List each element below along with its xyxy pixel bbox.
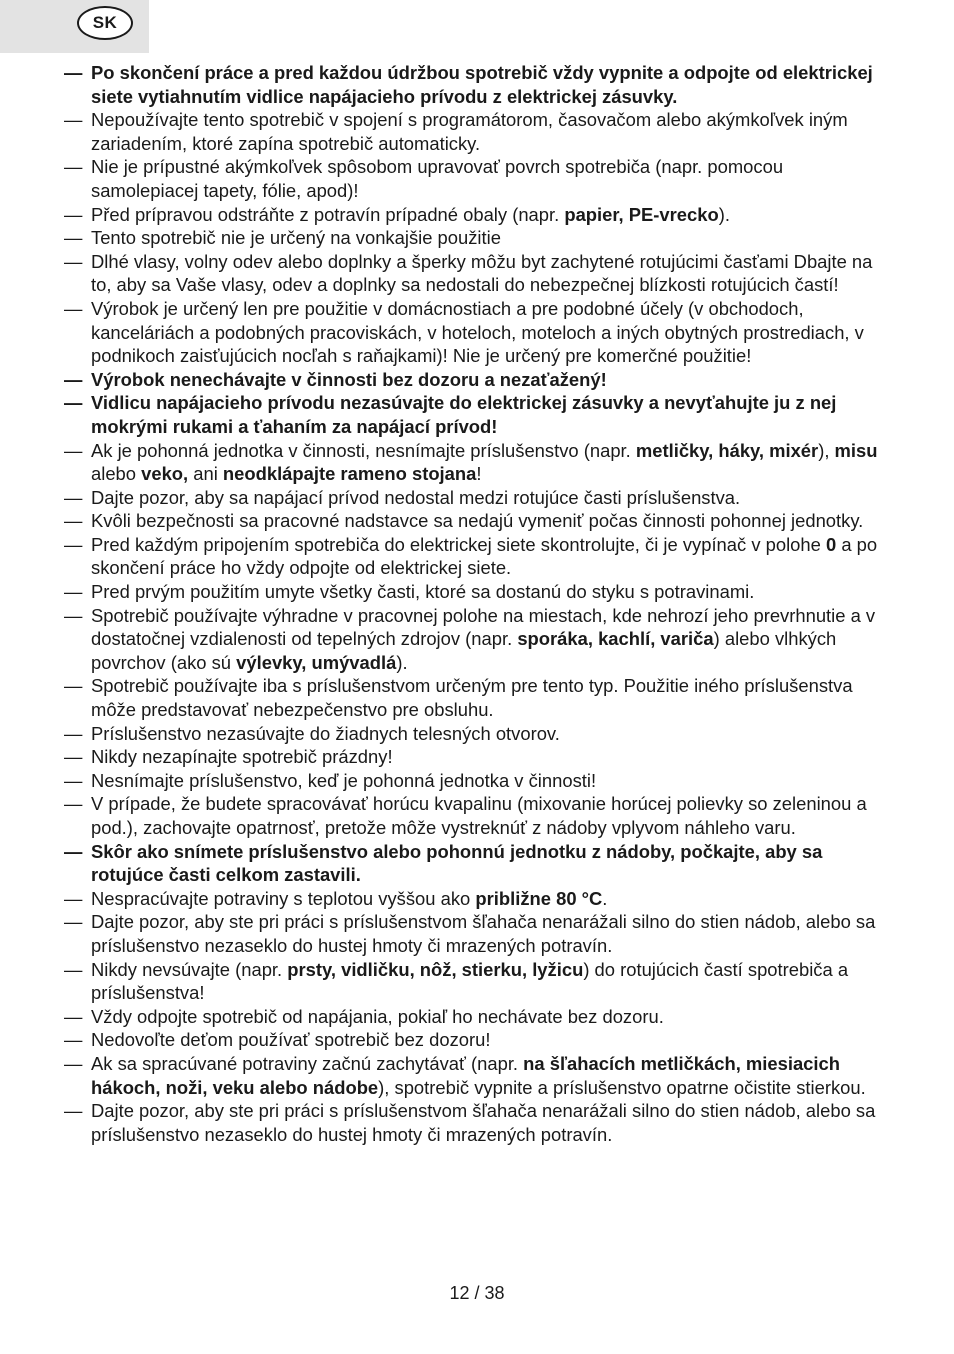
language-badge: SK xyxy=(77,6,133,40)
em-dash-bullet: — xyxy=(64,1052,83,1074)
instruction-item xyxy=(64,368,894,392)
instruction-item xyxy=(64,439,894,486)
instruction-text: Výrobok je určený len pre použitie v domácnostiach a pre podobné účely (v obchodoch, kanceláriách a podobných pracoviskách, v hoteloch, moteloch a iných obytných prostrediach, v podnikoch zaisťujúcich nocľah s raňajkami)! Nie je určený pre komerčné použitie! xyxy=(91,297,864,367)
em-dash-bullet: — xyxy=(64,958,83,980)
em-dash-bullet: — xyxy=(64,722,83,744)
page-number: 12 / 38 xyxy=(449,1283,505,1303)
instruction-text: alebo xyxy=(91,463,142,485)
instruction-item xyxy=(64,958,894,1005)
instruction-item xyxy=(64,391,894,438)
em-dash-bullet: — xyxy=(64,62,83,83)
em-dash-bullet: — xyxy=(64,297,83,319)
instruction-text: ani xyxy=(188,463,223,485)
instruction-item xyxy=(64,203,894,227)
instruction-text: Nespracúvajte potraviny s teplotou vyššou ako xyxy=(91,887,476,909)
instruction-text: Tento spotrebič nie je určený na vonkajšie použitie xyxy=(91,227,501,249)
instruction-text: Spotrebič používajte výhradne v pracovnej polohe na miestach, kde nehrozí jeho prevrhnutie a v dostatočnej vzdialenosti od tepelných zdrojov (napr. xyxy=(91,604,876,650)
bold-text: neodklápajte rameno stojana xyxy=(222,463,477,485)
em-dash-bullet: — xyxy=(64,793,83,815)
instruction-item xyxy=(64,155,894,202)
bold-text: prsty, vidličku, nôž, stierku, lyžicu xyxy=(287,958,584,980)
instruction-text: Ak sa spracúvané potraviny začnú zachytávať (napr. xyxy=(91,1052,524,1074)
instruction-text: Nesnímajte príslušenstvo, keď je pohonná jednotka v činnosti! xyxy=(91,769,597,791)
instruction-text: Po skončení práce a pred každou údržbou spotrebič vždy vypnite a odpojte od elektrickej siete vytiahnutím vidlice napájacieho prívodu z elektrickej zásuvky. xyxy=(91,62,873,107)
em-dash-bullet: — xyxy=(64,840,83,862)
em-dash-bullet: — xyxy=(64,1100,83,1122)
bold-text: 0 xyxy=(825,533,837,555)
instruction-item xyxy=(64,910,894,957)
em-dash-bullet: — xyxy=(64,746,83,768)
instruction-item xyxy=(64,226,894,250)
instruction-item xyxy=(64,887,894,911)
instruction-text: ). xyxy=(396,651,408,673)
instruction-item xyxy=(64,674,894,721)
instruction-text: ). xyxy=(718,203,730,225)
instruction-item xyxy=(64,769,894,793)
instruction-text: Príslušenstvo nezasúvajte do žiadnych telesných otvorov. xyxy=(91,722,560,744)
instruction-text: ), spotrebič vypnite a príslušenstvo opatrne očistite stierkou. xyxy=(378,1076,866,1098)
instruction-item xyxy=(64,604,894,675)
instruction-item xyxy=(64,1028,894,1052)
instruction-item xyxy=(64,840,894,887)
instruction-text: Dajte pozor, aby sa napájací prívod nedostal medzi rotujúce časti príslušenstva. xyxy=(91,486,741,508)
bold-text: sporáka, kachlí, variča xyxy=(517,628,714,650)
bold-text: papier, PE-vrecko xyxy=(564,203,719,225)
instruction-text: Ak je pohonná jednotka v činnosti, nesnímajte príslušenstvo (napr. xyxy=(91,439,636,461)
instruction-text: . xyxy=(602,887,608,909)
instruction-item xyxy=(64,108,894,155)
instruction-text: Pred prvým použitím umyte všetky časti, ktoré sa dostanú do styku s potravinami. xyxy=(91,581,755,603)
instruction-text: Dajte pozor, aby ste pri práci s príslušenstvom šľahača nenarážali silno do stien nádob, alebo sa príslušenstvo nezaseklo do hustej hmoty či mrazených potravín. xyxy=(91,1100,876,1145)
instruction-text: ! xyxy=(476,463,482,485)
bold-text: metličky, háky, mixér xyxy=(635,439,819,461)
em-dash-bullet: — xyxy=(64,392,83,414)
instruction-text: Vždy odpojte spotrebič od napájania, pokiaľ ho nechávate bez dozoru. xyxy=(91,1005,664,1027)
instruction-text: Nie je prípustné akýmkoľvek spôsobom upravovať povrch spotrebiča (napr. pomocou samolepiacej tapety, fólie, apod)! xyxy=(91,156,784,201)
em-dash-bullet: — xyxy=(64,109,83,131)
instruction-item xyxy=(64,1052,894,1099)
instruction-text: V prípade, že budete spracovávať horúcu kvapalinu (mixovanie horúcej polievky so zeleninou a pod.), zachovajte opatrnosť, pretože môže vystreknúť z nádoby vplyvom náhleho varu. xyxy=(91,793,867,838)
em-dash-bullet: — xyxy=(64,1029,83,1051)
bold-text: výlevky, umývadlá xyxy=(236,651,397,673)
em-dash-bullet: — xyxy=(64,156,83,178)
em-dash-bullet: — xyxy=(64,203,83,225)
instruction-text: ) do rotujúcich častí spotrebiča a príslušenstva! xyxy=(91,958,849,1004)
instruction-item xyxy=(64,722,894,746)
bold-text: na šľahacích metličkách, miesiacich hákoch, noži, veku alebo nádobe xyxy=(91,1052,840,1098)
bold-text: misu xyxy=(834,439,878,461)
bold-text: veko, xyxy=(141,463,189,485)
bold-text: približne 80 °C xyxy=(475,887,603,909)
safety-instructions-list xyxy=(64,61,894,1146)
em-dash-bullet: — xyxy=(64,439,83,461)
instruction-text: Nepoužívajte tento spotrebič v spojení s programátorom, časovačom alebo akýmkoľvek iným zariadením, ktoré zapína spotrebič automaticky. xyxy=(91,109,848,154)
em-dash-bullet: — xyxy=(64,510,83,532)
em-dash-bullet: — xyxy=(64,675,83,697)
em-dash-bullet: — xyxy=(64,911,83,933)
instruction-item xyxy=(64,509,894,533)
em-dash-bullet: — xyxy=(64,227,83,249)
em-dash-bullet: — xyxy=(64,486,83,508)
instruction-text: Výrobok nenechávajte v činnosti bez dozoru a nezaťažený! xyxy=(91,368,607,390)
instruction-item xyxy=(64,250,894,297)
instruction-text: Dajte pozor, aby ste pri práci s príslušenstvom šľahača nenarážali silno do stien nádob, alebo sa príslušenstvo nezaseklo do hustej hmoty či mrazených potravín. xyxy=(91,911,876,956)
instruction-text: Nedovoľte deťom používať spotrebič bez dozoru! xyxy=(91,1029,491,1051)
em-dash-bullet: — xyxy=(64,604,83,626)
instruction-text: Skôr ako snímete príslušenstvo alebo pohonnú jednotku z nádoby, počkajte, aby sa rotujúce časti celkom zastavili. xyxy=(91,840,823,886)
instruction-item xyxy=(64,792,894,839)
instruction-item xyxy=(64,580,894,604)
instruction-item xyxy=(64,1099,894,1146)
em-dash-bullet: — xyxy=(64,769,83,791)
instruction-text: Kvôli bezpečnosti sa pracovné nadstavce sa nedajú vymeniť počas činnosti pohonnej jednotky. xyxy=(91,510,864,532)
em-dash-bullet: — xyxy=(64,581,83,603)
instruction-item xyxy=(64,1005,894,1029)
instruction-text: Nikdy nevsúvajte (napr. xyxy=(91,958,288,980)
instruction-item xyxy=(64,297,894,368)
instruction-text: Dlhé vlasy, volny odev alebo doplnky a šperky môžu byt zachytené rotujúcimi časťami Dbajte na to, aby sa Vaše vlasy, odev a doplnky sa nedostali do nebezpečnej blízkosti rotujúcich častí! xyxy=(91,250,873,296)
em-dash-bullet: — xyxy=(64,368,83,390)
instruction-text: ), xyxy=(818,439,835,461)
instruction-text: Před prípravou odstráňte z potravín prípadné obaly (napr. xyxy=(91,203,565,225)
em-dash-bullet: — xyxy=(64,533,83,555)
instruction-item xyxy=(64,61,894,108)
instruction-text: Spotrebič používajte iba s príslušenstvom určeným pre tento typ. Použitie iného príslušenstva môže predstavovať nebezpečenstvo pre obsluhu. xyxy=(91,675,853,721)
instruction-text: Pred každým pripojením spotrebiča do elektrickej siete skontrolujte, či je vypínač v polohe xyxy=(91,533,826,555)
em-dash-bullet: — xyxy=(64,250,83,272)
instruction-item xyxy=(64,486,894,510)
instruction-item xyxy=(64,745,894,769)
instruction-item xyxy=(64,533,894,580)
instruction-text: Nikdy nezapínajte spotrebič prázdny! xyxy=(91,746,393,768)
em-dash-bullet: — xyxy=(64,887,83,909)
instruction-text: Vidlicu napájacieho prívodu nezasúvajte do elektrickej zásuvky a nevyťahujte ju z nej mokrými rukami a ťahaním za napájací prívod! xyxy=(91,392,837,437)
instruction-text: a po skončení práce ho vždy odpojte od elektrickej siete. xyxy=(91,533,878,579)
instruction-text: ) alebo vlhkých povrchov (ako sú xyxy=(91,628,837,673)
em-dash-bullet: — xyxy=(64,1005,83,1027)
